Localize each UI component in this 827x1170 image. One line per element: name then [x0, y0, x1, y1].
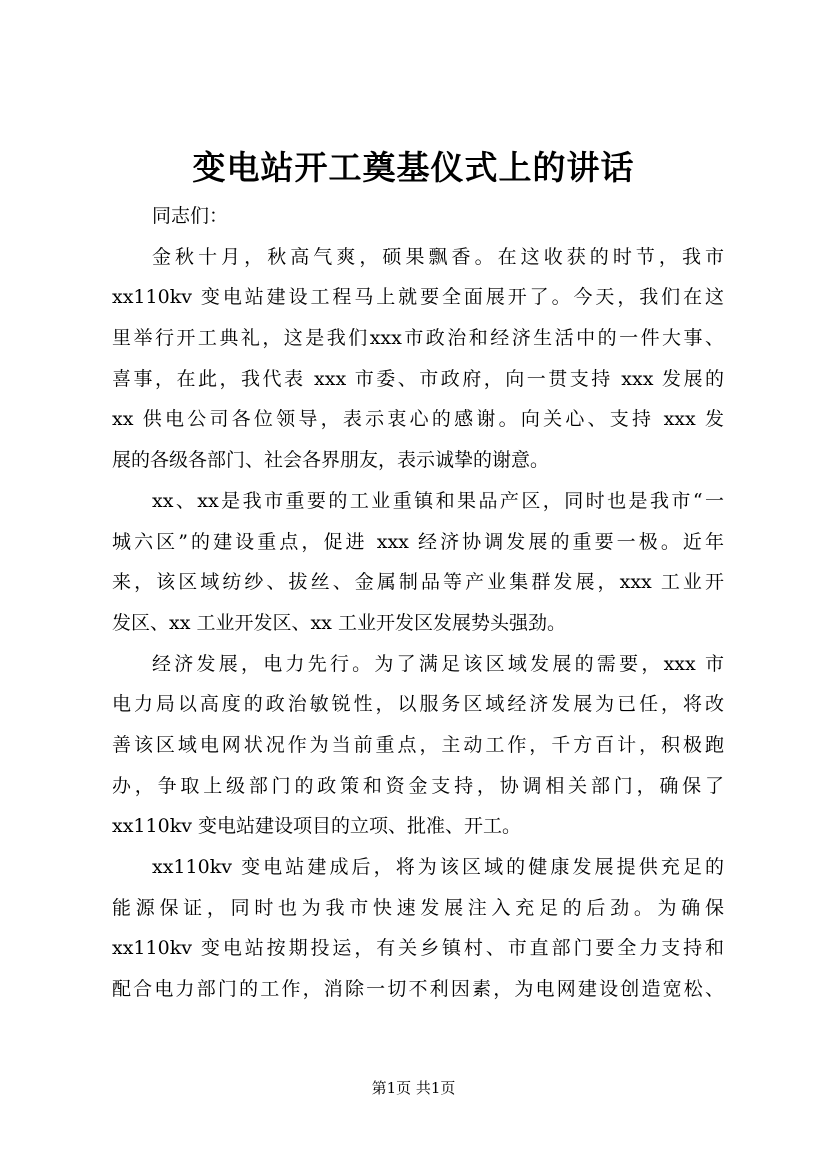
- salutation-line: 同志们：: [152, 205, 229, 227]
- body-line: 展的各级各部门、社会各界朋友，表示诚挚的谢意。: [112, 449, 550, 472]
- document-title: 变电站开工奠基仪式上的讲话: [192, 148, 635, 187]
- body-line: xx 供电公司各位领导，表示衷心的感谢。向关心、支持 xxx 发: [112, 408, 724, 431]
- body-line: 里举行开工典礼，这是我们xxx市政治和经济生活中的一件大事、: [112, 327, 724, 350]
- body-line: xx、xx是我市重要的工业重镇和果品产区，同时也是我市“一: [152, 489, 724, 512]
- body-line: 发区、xx 工业开发区、xx 工业开发区发展势头强劲。: [112, 611, 566, 634]
- body-line: xx110kv 变电站建设工程马上就要全面展开了。今天，我们在这: [112, 286, 724, 309]
- body-line: 能源保证，同时也为我市快速发展注入充足的后劲。为确保: [112, 896, 724, 919]
- body-line: 经济发展，电力先行。为了满足该区域发展的需要，xxx 市: [152, 652, 724, 675]
- body-line: 喜事，在此，我代表 xxx 市委、市政府，向一贯支持 xxx 发展的: [112, 367, 724, 390]
- body-line: 办，争取上级部门的政策和资金支持，协调相关部门，确保了: [112, 774, 724, 797]
- body-line: 金秋十月，秋高气爽，硕果飘香。在这收获的时节，我市: [152, 245, 724, 268]
- body-line: 来，该区域纺纱、拔丝、金属制品等产业集群发展，xxx 工业开: [112, 571, 724, 594]
- body-line: xx110kv 变电站建成后，将为该区域的健康发展提供充足的: [152, 856, 724, 878]
- body-line: xx110kv 变电站按期投运，有关乡镇村、市直部门要全力支持和: [112, 937, 724, 960]
- document-body: [112, 196, 724, 1010]
- body-line: 善该区域电网状况作为当前重点，主动工作，千方百计，积极跑: [112, 733, 724, 756]
- page-footer: 第1页 共1页: [371, 1079, 456, 1097]
- body-line: 城六区”的建设重点，促进 xxx 经济协调发展的重要一极。近年: [112, 530, 724, 553]
- body-line: xx110kv 变电站建设项目的立项、批准、开工。: [112, 815, 521, 838]
- body-line: 配合电力部门的工作，消除一切不利因素，为电网建设创造宽松、: [112, 978, 724, 1001]
- body-line: 电力局以高度的政治敏锐性，以服务区域经济发展为已任，将改: [112, 693, 724, 716]
